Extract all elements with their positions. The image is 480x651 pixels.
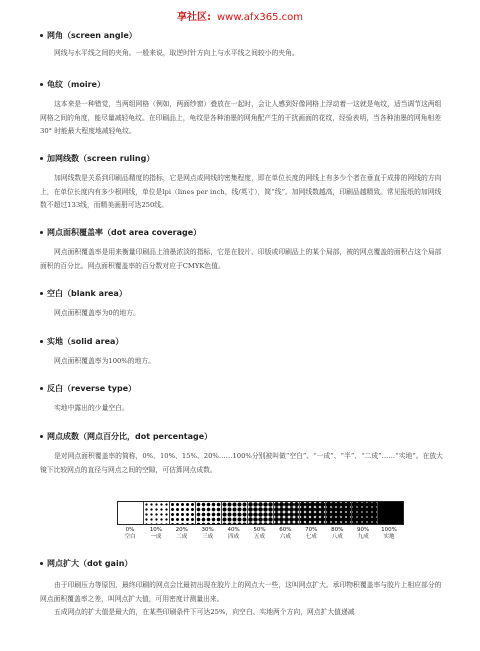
percent-label: 90% [356, 527, 370, 533]
section-solid-area [40, 336, 444, 369]
title-text: 网点成数（网点百分比，dot percentage） [47, 432, 213, 441]
level-name-label: 三成 [202, 534, 214, 540]
percent-label: 60% [279, 527, 292, 533]
swatch-row [117, 501, 404, 525]
level-name-label: 四成 [228, 534, 240, 540]
percent-label: 30% [201, 527, 214, 533]
halftone-swatch [378, 502, 403, 524]
bullet-icon [40, 292, 43, 295]
level-name-label: 九成 [357, 534, 369, 540]
section-title [40, 79, 444, 90]
percent-label: 40% [227, 527, 240, 533]
title-text: 龟纹（moire） [47, 80, 105, 89]
bullet-icon [40, 231, 43, 234]
title-text: 实地（solid area） [47, 337, 124, 346]
section-title [40, 153, 444, 164]
section-paragraph: 是对网点面积覆盖率的简称，0%、10%、15%、20%……100%分别被叫做“空白”、“一成”、“半”、“二成”……“实地”。在放大镜下比较网点的直径与网点之间的空隙，可估算网点成数。 [40, 452, 443, 474]
percent-label: 50% [253, 527, 266, 533]
section-reverse-type [40, 383, 444, 416]
halftone-swatch [118, 502, 144, 524]
section-paragraph: 加网线数是关系到印刷品精度的指标，它是网点或网线的密集程度，即在单位长度的网线上有多少个者在垂直于成排的网线的方向上，在单位长度内有多少根网线，单位是lpi（lines per inch，线/英寸），简“线”。加网线数越高，印刷品越精致。常见报纸的加网线数不超过133线，而精美画册可达250线。 [40, 174, 442, 209]
site-logo: 享社区: [177, 12, 211, 23]
section-dot-area-coverage [40, 227, 444, 273]
halftone-swatch [326, 502, 352, 524]
section-title [40, 288, 444, 299]
section-title [40, 30, 444, 41]
percent-label-row [117, 527, 402, 534]
level-name-label: 八成 [331, 534, 343, 540]
title-text: 网角（screen angle） [47, 31, 137, 40]
section-screen-angle [40, 30, 444, 61]
halftone-swatch [248, 502, 274, 524]
section-paragraph: 这本来是一种错觉，当两组网格（例如，两面纱窗）叠放在一起时，会让人感到好像网格上浮动着一这就是龟纹，适当调节这两组网格之间的角度，能尽量减轻龟纹。在印刷品上，龟纹是各种油墨的网角配产生的干扰画面的花纹，经验表明，当各种油墨的网角相差30° 时能最大程度地减轻龟纹。 [40, 100, 442, 135]
title-text: 加网线数（screen ruling） [47, 154, 155, 163]
percent-label: 80% [331, 527, 344, 533]
section-paragraph: 实地中露出的少量空白。 [54, 404, 129, 412]
title-text: 网点面积覆盖率（dot area coverage） [47, 228, 202, 237]
level-name-label: 空白 [124, 534, 136, 540]
percent-label: 70% [305, 527, 318, 533]
section-blank-area [40, 288, 444, 321]
section-title [40, 431, 444, 442]
section-dot-percentage [40, 431, 444, 477]
section-title [40, 558, 444, 569]
section-title [40, 336, 444, 347]
section-paragraph: 网点面积覆盖率是用来衡量印刷品上油墨浓淡的指标，它是在胶片、印版或印刷品上的某个局部，被的网点覆盖的面积占这个局部面积的百分比。网点面积覆盖率的百分数对应于CMYK色值。 [40, 248, 442, 270]
halftone-swatch [222, 502, 248, 524]
bullet-icon [40, 387, 43, 390]
bullet-icon [40, 34, 43, 37]
section-paragraph: 五成网点的扩大值是最大的，在某些印刷条件下可达25%，向空白、实地两个方向，网点扩大值递减 [54, 608, 355, 616]
section-paragraph: 网点面积覆盖率为100%的地方。 [54, 357, 155, 365]
percent-label: 100% [381, 527, 397, 533]
site-url[interactable]: www.afx365.com [217, 12, 303, 23]
section-paragraph: 网点面积覆盖率为0的地方。 [54, 309, 140, 317]
title-text: 网点扩大（dot gain） [47, 559, 133, 568]
section-paragraph: 网线与水平线之间的夹角。一般来说，取逆时针方向上与水平线之间较小的夹角。 [54, 49, 299, 57]
section-dot-gain [40, 558, 444, 620]
bullet-icon [40, 83, 43, 86]
dot-percentage-scale [117, 501, 402, 541]
section-title [40, 227, 444, 238]
section-moire [40, 79, 444, 139]
halftone-swatch [300, 502, 326, 524]
level-name-label: 二成 [176, 534, 188, 540]
halftone-swatch [196, 502, 222, 524]
section-paragraph: 由于印刷压力等原因，最终印刷的网点会比最初出现在胶片上的网点大一些，这叫网点扩大。承印物积覆盖率与胶片上相应部分的网点面积覆盖率之差，叫网点扩大值，可用密度计测量出来。 [40, 581, 442, 603]
level-name-label: 一成 [150, 534, 162, 540]
bullet-icon [40, 157, 43, 160]
percent-label: 0% [125, 527, 135, 533]
percent-label: 20% [175, 527, 188, 533]
level-name-label: 五成 [253, 534, 265, 540]
level-name-label: 七成 [305, 534, 317, 540]
section-title [40, 383, 444, 394]
name-label-row [117, 534, 402, 541]
halftone-swatch [352, 502, 378, 524]
bullet-icon [40, 435, 43, 438]
title-text: 反白（reverse type） [47, 384, 137, 393]
bullet-icon [40, 340, 43, 343]
halftone-swatch [144, 502, 170, 524]
level-name-label: 实地 [383, 534, 395, 540]
title-text: 空白（blank area） [47, 289, 127, 298]
halftone-swatch [170, 502, 196, 524]
section-screen-ruling [40, 153, 444, 213]
halftone-swatch [274, 502, 300, 524]
site-header [0, 8, 480, 23]
bullet-icon [40, 562, 43, 565]
level-name-label: 六成 [279, 534, 291, 540]
percent-label: 10% [149, 527, 162, 533]
